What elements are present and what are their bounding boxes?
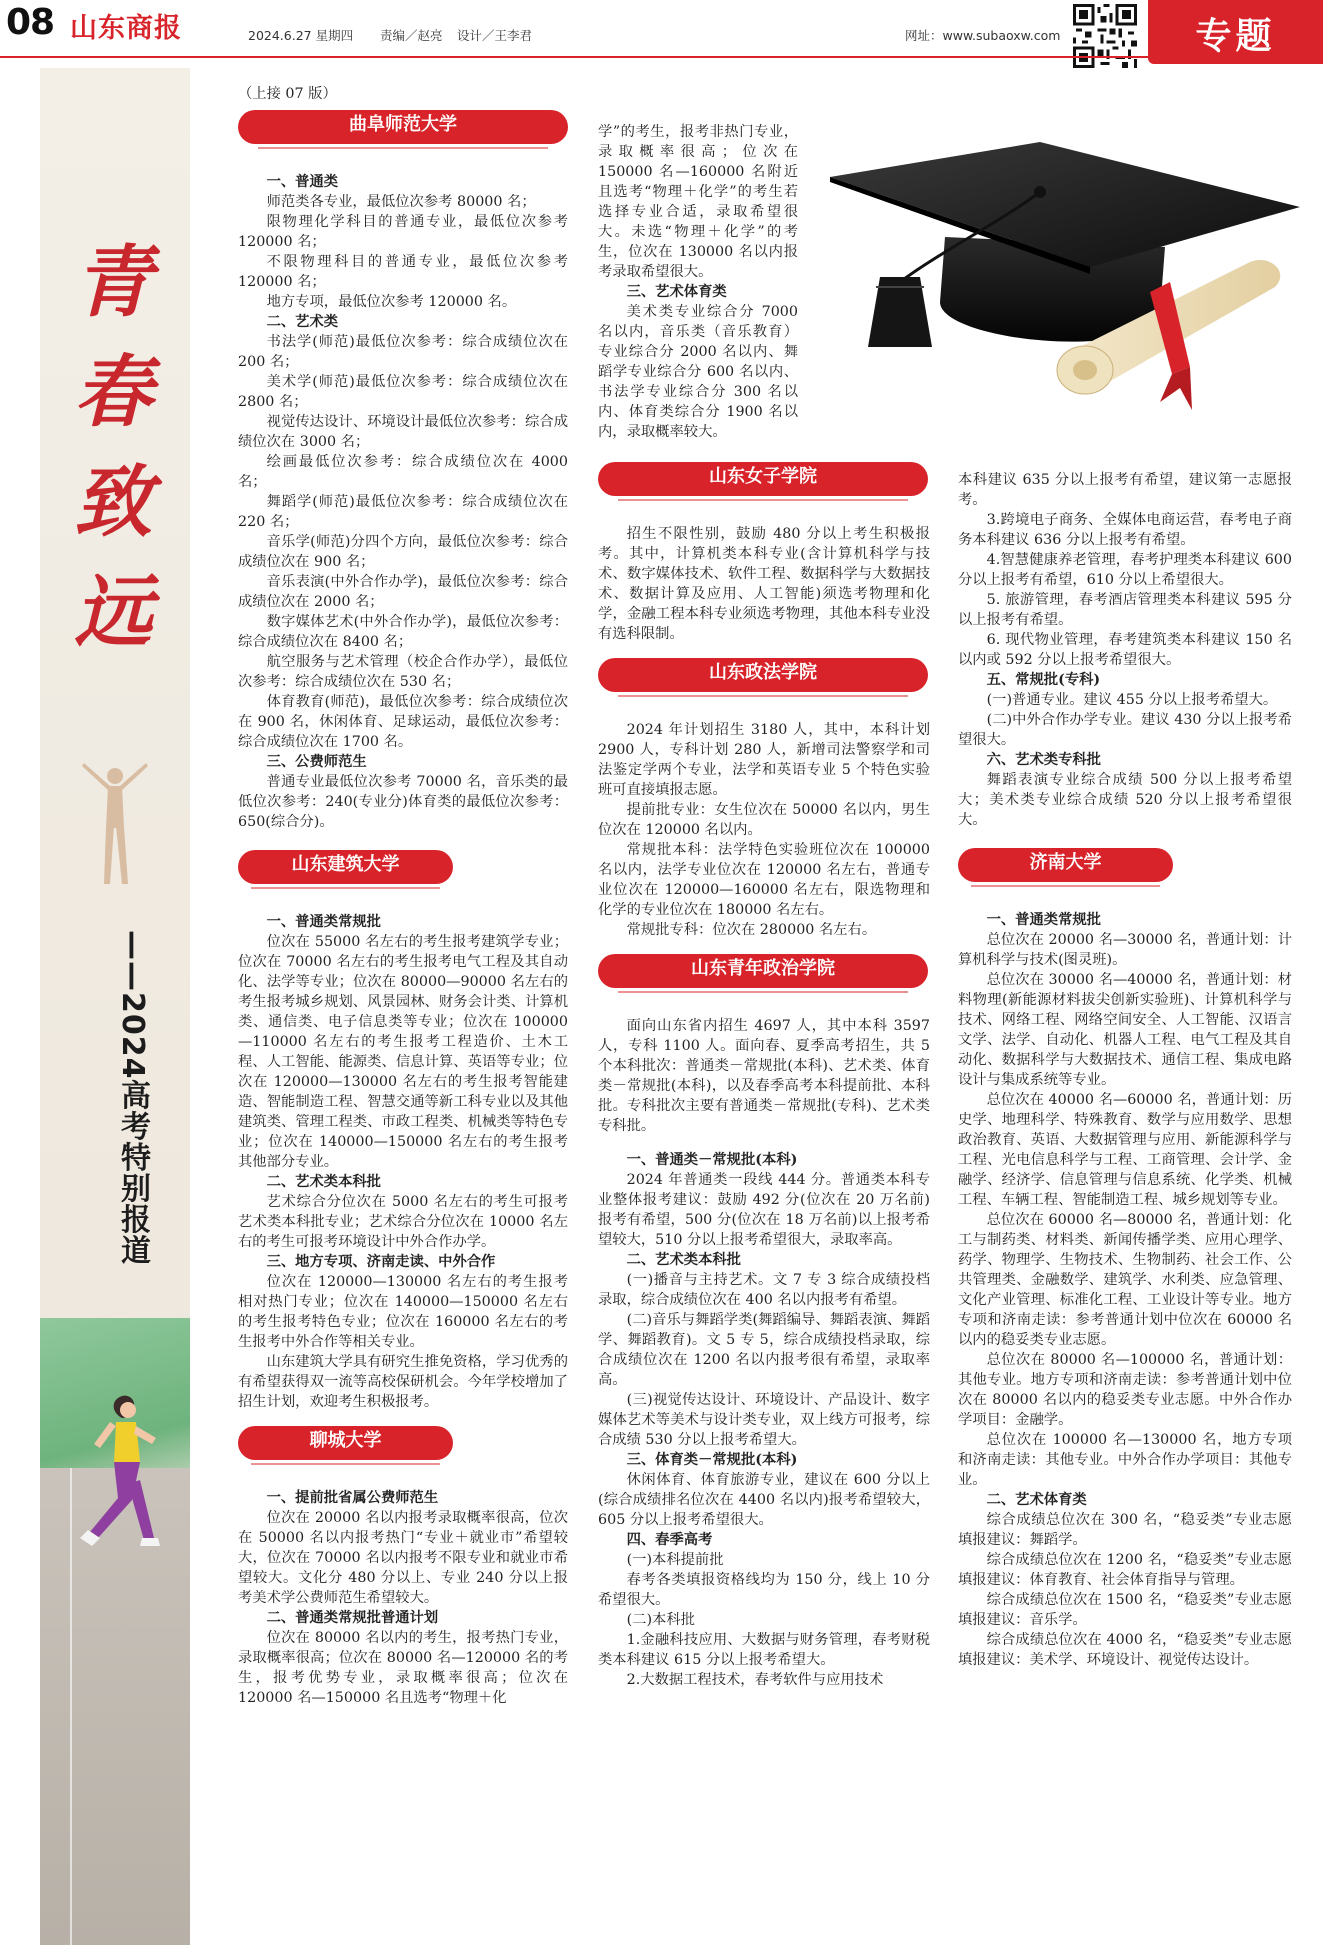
paragraph: 2.大数据工程技术，春考软件与应用技术 [626, 1672, 884, 1688]
paragraph: 位次在 20000 名以内报考录取概率很高，位次在 50000 名以内报考热门“专业＋就业市”希望较大，位次在 70000 名以内报考不限专业和就业市希望较大。文化分 480 分以上、专业 240 分以上报考美术学公费师范生希望较大。 [238, 1510, 568, 1606]
column-2 [598, 462, 930, 1690]
silhouette-figure-icon [80, 758, 150, 888]
paragraph: (三)视觉传达设计、环境设计、产品设计、数字媒体艺术等美术与设计类专业，双上线方可报考，综合成绩 530 分以上报考希望大。 [598, 1392, 930, 1448]
paragraph: 普通专业最低位次参考 70000 名，音乐类的最低位次参考：240(专业分)体育类的最低位次参考：650(综合分)。 [238, 774, 568, 830]
article-zhengfa [598, 720, 930, 940]
paragraph: 5. 旅游管理，春考酒店管理类本科建议 595 分以上报考有希望。 [958, 592, 1292, 628]
paragraph: 位次在 120000—130000 名左右的考生报考相对热门专业；位次在 140000—150000 名左右的考生报考特色专业；位次在 160000 名左右的考生报考中外合作等相关专业。 [238, 1274, 568, 1350]
calligraphy-char: 致 [73, 457, 152, 548]
section-header-qufu [238, 110, 568, 144]
subheading: 三、体育类－常规批(本科) [626, 1452, 798, 1468]
article-qufu [238, 172, 568, 832]
article-jianzhu [238, 912, 568, 1412]
subheading: 二、艺术类 [266, 314, 339, 330]
section-tab [1148, 0, 1323, 64]
editor-credit: 责编／赵亮 [380, 28, 443, 43]
subheading: 一、普通类 [266, 174, 339, 190]
designer-credit: 设计／王李君 [457, 28, 533, 43]
column-3 [958, 470, 1292, 1670]
paragraph: 地方专项，最低位次参考 120000 名。 [266, 294, 517, 310]
subheading: 一、普通类常规批 [986, 912, 1101, 928]
paragraph: 总位次在 80000 名—100000 名，普通计划：其他专业。地方专项和济南走读：参考普通计划中位次在 80000 名以内的稳妥类专业志愿。中外合作办学项目：金融学。 [958, 1352, 1292, 1428]
paragraph: 位次在 55000 名左右的考生报考建筑学专业；位次在 70000 名左右的考生报考电气工程及其自动化、法学等专业；位次在 80000—90000 名左右的考生报考城乡规划、风景园林、财务会计类、计算机类、通信类、电子信息类等专业；位次在 100000—110000 名左右的考生报考工程造价、土木工程、人工智能、能源类、信息计算、英语等专业；位次在 120000—130000 名左右的考生报考智能建造、智能制造工程、智慧交通等新工科专业以及其他建筑类、管理工程类、市政工程类、机械类等特色专业；位次在 140000—150000 名左右的考生报考其他部分专业。 [238, 934, 568, 1170]
section-title: 山东女子学院 [709, 466, 817, 487]
paragraph: 本科建议 635 分以上报考有希望，建议第一志愿报考。 [958, 472, 1292, 508]
article-liaocheng-continued [598, 122, 798, 442]
subheading: 三、艺术体育类 [626, 284, 727, 300]
graduation-cap-illustration [820, 112, 1320, 442]
paragraph-spacer [598, 1136, 930, 1150]
paragraph: 山东建筑大学具有研究生推免资格，学习优秀的有希望获得双一流等高校保研机会。今年学校增加了招生计划，欢迎考生积极报考。 [238, 1354, 568, 1410]
subheading: 二、普通类常规批普通计划 [266, 1610, 439, 1626]
section-tab-label: 专题 [1195, 15, 1276, 57]
paragraph: 音乐学(师范)分四个方向，最低位次参考：综合成绩位次在 900 名； [238, 534, 568, 570]
paragraph: 1.金融科技应用、大数据与财务管理，春考财税类本科建议 615 分以上报考希望大。 [598, 1632, 930, 1668]
section-header-zhengfa [598, 658, 928, 692]
calligraphy-char: 远 [73, 567, 152, 658]
paragraph: 学”的考生，报考非热门专业，录取概率很高；位次在 150000 名—160000 名附近且选考“物理＋化学”的考生若选择专业合适，录取希望很大。未选“物理＋化学”的考生，位次在 130000 名以内报考录取希望很大。 [598, 124, 798, 280]
header-rule [0, 56, 1148, 58]
runner-illustration-icon [70, 1388, 180, 1578]
paragraph: 2024 年计划招生 3180 人，其中，本科计划 2900 人，专科计划 280 人，新增司法警察学和司法鉴定学两个专业，法学和英语专业 5 个特色实验班可直接填报志愿。 [598, 722, 930, 798]
paragraph: 休闲体育、体育旅游专业，建议在 600 分以上(综合成绩排名位次在 4400 名以内)报考希望较大，605 分以上报考希望很大。 [598, 1472, 930, 1528]
paragraph: 总位次在 100000 名—130000 名，地方专项和济南走读：其他专业。中外合作办学项目：其他专业。 [958, 1432, 1292, 1488]
paragraph: 综合成绩总位次在 4000 名，“稳妥类”专业志愿填报建议：美术学、环境设计、视觉传达设计。 [958, 1632, 1292, 1668]
calligraphy-char: 春 [73, 347, 152, 438]
continued-note: （上接 07 版） [238, 86, 337, 102]
paragraph: 综合成绩总位次在 300 名，“稳妥类”专业志愿填报建议：舞蹈学。 [958, 1512, 1292, 1548]
subheading: 一、普通类－常规批(本科) [626, 1152, 798, 1168]
issue-date: 2024.6.27 星期四 [248, 28, 354, 43]
article-jinan [958, 910, 1292, 1670]
paragraph: (一)普通专业。建议 455 分以上报考希望大。 [986, 692, 1278, 708]
section-header-nvzi [598, 462, 928, 496]
newspaper-name: 山东商报 [70, 13, 182, 44]
section-header-jianzhu [238, 850, 453, 884]
paragraph: 总位次在 30000 名—40000 名，普通计划：材料物理(新能源材料拔尖创新实验班)、计算机科学与技术、网络工程、网络空间安全、人工智能、汉语言文学、法学、自动化、机器人工程、电气工程及其自动化、数据科学与大数据技术、通信工程、集成电路设计与集成系统等专业。 [958, 972, 1292, 1088]
subheading: 一、普通类常规批 [266, 914, 381, 930]
paragraph: 数字媒体艺术(中外合作办学)，最低位次参考：综合成绩位次在 8400 名； [238, 614, 568, 650]
paragraph: (二)音乐与舞蹈学类(舞蹈编导、舞蹈表演、舞蹈学、舞蹈教育)。文 5 专 5，综合成绩投档录取，综合成绩位次在 1200 名以内报考很有希望，录取率高。 [598, 1312, 930, 1388]
paragraph: 4.智慧健康养老管理，春考护理类本科建议 600 分以上报考有希望，610 分以上希望很大。 [958, 552, 1292, 588]
paragraph: 常规批本科：法学特色实验班位次在 100000 名以内，法学专业位次在 120000 名左右，普通专业位次在 120000—160000 名左右，限选物理和化学的专业位次在 180000 名左右。 [598, 842, 930, 918]
section-title: 济南大学 [1029, 852, 1102, 873]
paragraph: 2024 年普通类一段线 444 分。普通类本科专业整体报考建议：鼓励 492 分(位次在 20 万名前)报考有希望，500 分(位次在 18 万名前)以上报考希望较大，510 分以上报考希望很大，录取率高。 [598, 1172, 930, 1248]
page-header [0, 0, 1323, 58]
paragraph: 音乐表演(中外合作办学)，最低位次参考：综合成绩位次在 2000 名； [238, 574, 568, 610]
paragraph: (二)中外合作办学专业。建议 430 分以上报考希望很大。 [958, 712, 1292, 748]
section-title: 山东政法学院 [709, 662, 817, 683]
paragraph: 春考各类填报资格线均为 150 分，线上 10 分希望很大。 [598, 1572, 930, 1608]
article-liaocheng [238, 1488, 568, 1708]
calligraphy-char: 青 [73, 237, 152, 328]
paragraph: 常规批专科：位次在 280000 名左右。 [626, 922, 877, 938]
section-title: 山东青年政治学院 [691, 958, 835, 979]
section-header-jinan [958, 848, 1173, 882]
paragraph: 舞蹈表演专业综合成绩 500 分以上报考希望大；美术类专业综合成绩 520 分以上报考希望很大。 [958, 772, 1292, 828]
section-title: 山东建筑大学 [291, 854, 400, 875]
paragraph: 艺术综合分位次在 5000 名左右的考生可报考艺术类本科批专业；艺术综合分位次在 10000 名左右的考生可报考环境设计中外合作办学。 [238, 1194, 568, 1250]
series-title: ——2024高考特别报道 [115, 930, 150, 1266]
paragraph: 体育教育(师范)，最低位次参考：综合成绩位次在 900 名，休闲体育、足球运动，最低位次参考：综合成绩位次在 1700 名。 [238, 694, 568, 750]
paragraph: 美术类专业综合分 7000 名以内，音乐类（音乐教育）专业综合分 2000 名以内、舞蹈学专业综合分 600 名以内、书法学专业综合分 300 名以内、体育类综合分 1900 名以内，录取概率较大。 [598, 304, 798, 440]
section-header-liaocheng [238, 1426, 453, 1460]
paragraph: 位次在 80000 名以内的考生，报考热门专业，录取概率很高；位次在 80000 名—120000 名的考生，报考优势专业，录取概率很高；位次在 120000 名—150000 名且选考“物理＋化 [238, 1630, 568, 1706]
subheading: 四、春季高考 [626, 1532, 713, 1548]
section-title: 曲阜师范大学 [349, 114, 457, 135]
paragraph: (二)本科批 [626, 1612, 695, 1628]
paragraph: 面向山东省内招生 4697 人，其中本科 3597 人，专科 1100 人。面向春、夏季高考招生，共 5 个本科批次：普通类－常规批(本科)、艺术类、体育类－常规批(本科)，以及春季高考本科提前批、本科批。专科批次主要有普通类－常规批(专科)、艺术类专科批。 [598, 1018, 930, 1134]
subheading: 二、艺术类本科批 [626, 1252, 741, 1268]
subheading: 三、公费师范生 [266, 754, 367, 770]
paragraph: 总位次在 20000 名—30000 名，普通计划：计算机科学与技术(图灵班)。 [958, 932, 1292, 968]
paragraph: 综合成绩总位次在 1200 名，“稳妥类”专业志愿填报建议：体育教育、社会体育指导与管理。 [958, 1552, 1292, 1588]
paragraph: 招生不限性别，鼓励 480 分以上考生积极报考。其中，计算机类本科专业(含计算机科学与技术、数字媒体技术、软件工程、数据科学与大数据技术、数据计算及应用、人工智能)须选考物理和化学，金融工程本科专业须选考物理，其他本科专业没有选科限制。 [598, 526, 930, 642]
article-qingnian [598, 1016, 930, 1690]
paragraph: 不限物理科目的普通专业，最低位次参考 120000 名； [238, 254, 568, 290]
paragraph: 限物理化学科目的普通专业，最低位次参考 120000 名； [238, 214, 568, 250]
subheading: 六、艺术类专科批 [986, 752, 1101, 768]
paragraph: 总位次在 40000 名—60000 名，普通计划：历史学、地理科学、特殊教育、数学与应用数学、思想政治教育、英语、大数据管理与应用、新能源科学与工程、光电信息科学与工程、工商管理、会计学、金融学、经济学、信息管理与信息系统、化学类、机械工程、车辆工程、智能制造工程、城乡规划等专业。 [958, 1092, 1292, 1208]
subheading: 五、常规批(专科) [986, 672, 1101, 688]
paragraph: 综合成绩总位次在 1500 名，“稳妥类”专业志愿填报建议：音乐学。 [958, 1592, 1292, 1628]
paragraph: (一)本科提前批 [626, 1552, 724, 1568]
page-number: 08 [6, 2, 55, 43]
subheading: 二、艺术类本科批 [266, 1174, 381, 1190]
subheading: 一、提前批省属公费师范生 [266, 1490, 439, 1506]
paragraph: 6. 现代物业管理，春考建筑类本科建议 150 名以内或 592 分以上报考希望很大。 [958, 632, 1292, 668]
paragraph: 视觉传达设计、环境设计最低位次参考：综合成绩位次在 3000 名； [238, 414, 568, 450]
paragraph: 总位次在 60000 名—80000 名，普通计划：化工与制药类、材料类、新闻传播学类、应用心理学、药学、物理学、生物技术、生物制药、社会工作、公共管理类、金融数学、建筑学、水利类、应急管理、文化产业管理、标准化工程、工业设计等专业。地方专项和济南走读：参考普通计划中位次在 60000 名以内的稳妥类专业志愿。 [958, 1212, 1292, 1348]
paragraph: 提前批专业：女生位次在 50000 名以内，男生位次在 120000 名以内。 [598, 802, 930, 838]
paragraph: (一)播音与主持艺术。文 7 专 3 综合成绩投档录取，综合成绩位次在 400 名以内报考有希望。 [598, 1272, 930, 1308]
column-2-top [598, 122, 798, 442]
section-header-qingnian [598, 954, 928, 988]
side-banner [40, 68, 190, 1945]
subheading: 三、地方专项、济南走读、中外合作 [266, 1254, 496, 1270]
paragraph: 书法学(师范)最低位次参考：综合成绩位次在 200 名； [238, 334, 568, 370]
paragraph: 舞蹈学(师范)最低位次参考：综合成绩位次在 220 名； [238, 494, 568, 530]
article-nvzi [598, 524, 930, 644]
calligraphy-title [58, 228, 168, 668]
section-title: 聊城大学 [309, 1430, 382, 1451]
website-url: 网址：www.subaoxw.com [905, 28, 1061, 43]
paragraph: 3.跨境电子商务、全媒体电商运营，春考电子商务本科建议 636 分以上报考有希望。 [958, 512, 1292, 548]
paragraph: 师范类各专业，最低位次参考 80000 名； [266, 194, 536, 210]
paragraph: 航空服务与艺术管理（校企合作办学），最低位次参考：综合成绩位次在 530 名； [238, 654, 568, 690]
paragraph: 绘画最低位次参考：综合成绩位次在 4000 名； [238, 454, 568, 490]
qr-code-icon [1073, 4, 1137, 68]
column-1 [238, 84, 568, 1708]
subheading: 二、艺术体育类 [986, 1492, 1087, 1508]
paragraph: 美术学(师范)最低位次参考：综合成绩位次在 2800 名； [238, 374, 568, 410]
article-qingnian-continued [958, 470, 1292, 830]
graduation-cap-icon [820, 112, 1320, 442]
